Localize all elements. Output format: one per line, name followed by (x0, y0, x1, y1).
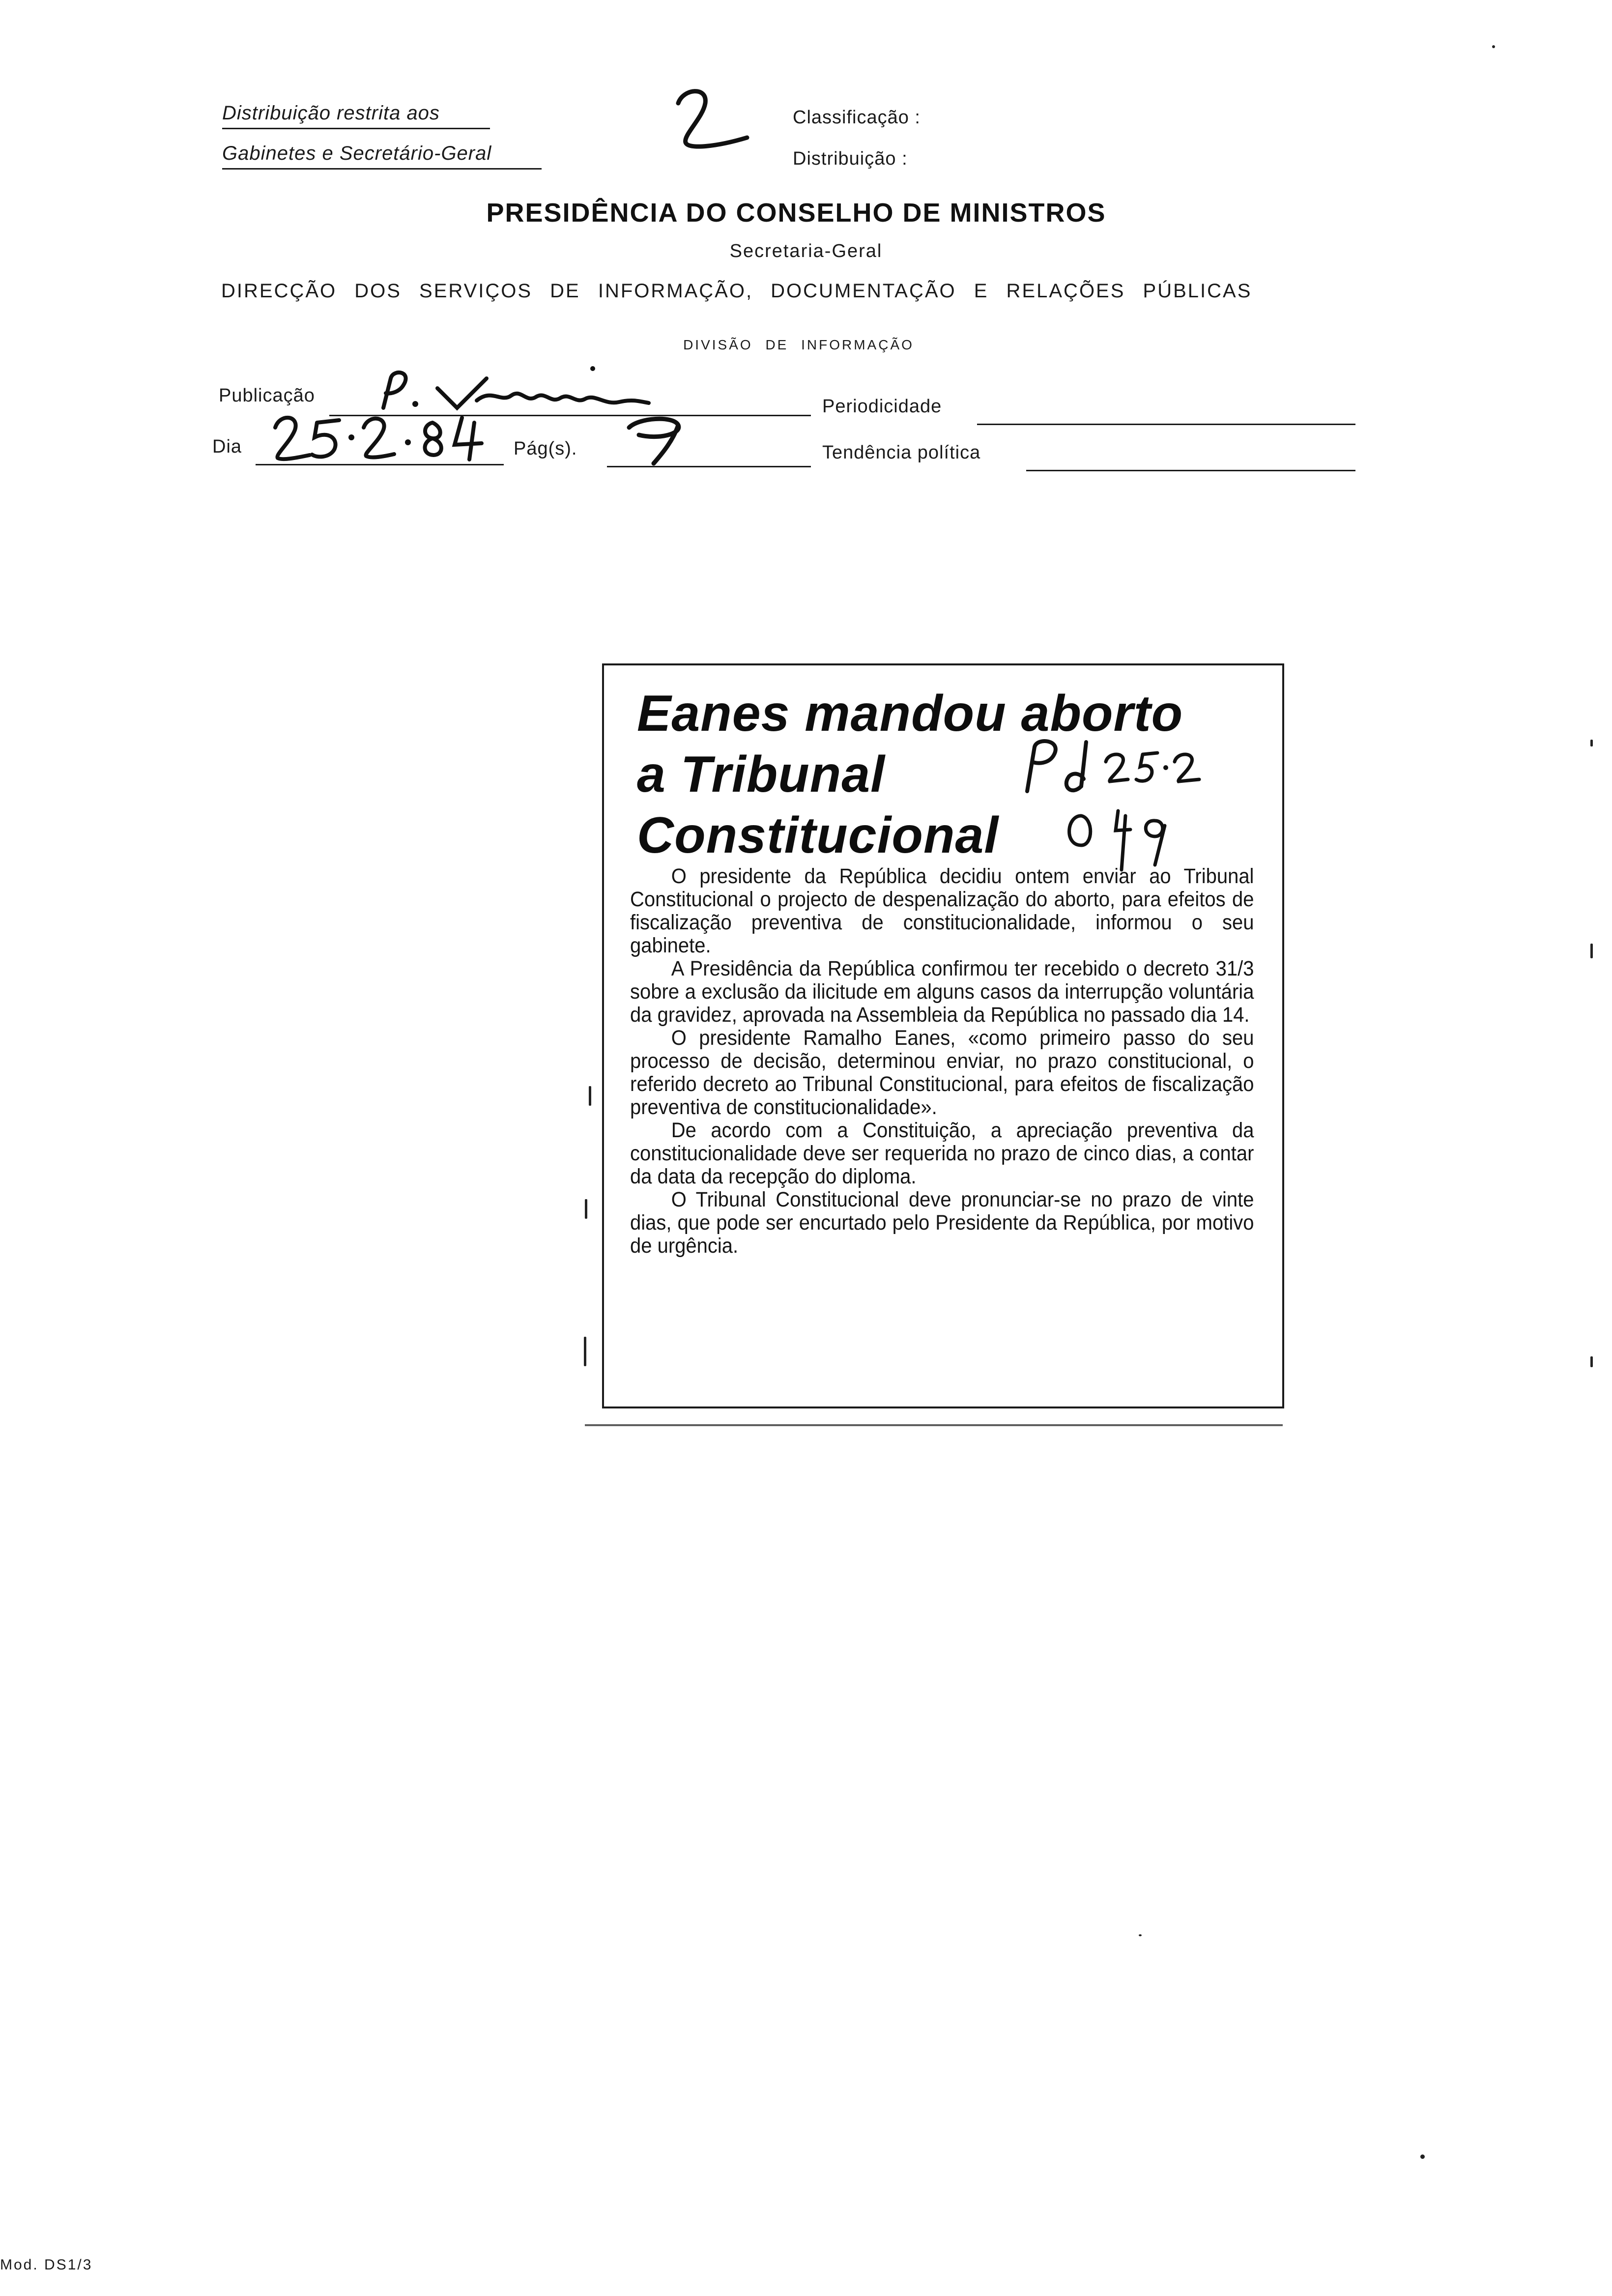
periodicity-line (977, 424, 1355, 425)
handwritten-date (265, 403, 501, 467)
political-tendency-label: Tendência política (822, 442, 981, 463)
classification-label: Classificação : (793, 107, 921, 128)
handwritten-number-2 (668, 84, 757, 162)
form-code: Mod. DS1/3 (0, 2257, 93, 2273)
article-paragraph-5: O Tribunal Constitucional deve pronunciar-se no prazo de vinte dias, que pode ser encurtado pelo Presidente da República, por motivo de urgência. (630, 1188, 1254, 1258)
political-tendency-line (1026, 470, 1355, 471)
restricted-distribution-line2: Gabinetes e Secretário-Geral (222, 143, 492, 164)
headline-line1: Eanes mandou aborto (637, 685, 1183, 742)
institution-title: PRESIDÊNCIA DO CONSELHO DE MINISTROS (486, 198, 1106, 228)
distribution-label: Distribuição : (793, 148, 908, 169)
scan-speck (1492, 45, 1495, 48)
clipping-bottom-edge (585, 1424, 1283, 1426)
article-paragraph-4: De acordo com a Constituição, a apreciação preventiva da constitucionalidade deve ser requerida no prazo de cinco dias, a contar da data da recepção do diploma. (630, 1119, 1254, 1188)
scan-speck (1590, 740, 1593, 746)
scan-speck (585, 1199, 587, 1219)
handwritten-clipping-annotation (1008, 732, 1248, 875)
scan-speck (1590, 944, 1593, 958)
restricted-underline-2 (222, 168, 542, 170)
restricted-distribution-line1: Distribuição restrita aos (222, 102, 440, 124)
article-paragraph-2: A Presidência da República confirmou ter recebido o decreto 31/3 sobre a exclusão da ilicitude em alguns casos da interrupção voluntária da gravidez, aprovada na Assembleia da República no passado dia 14. (630, 957, 1254, 1027)
scan-speck (589, 1086, 591, 1106)
secretariat-title: Secretaria-Geral (729, 241, 883, 261)
article-body (630, 865, 1254, 1258)
article-paragraph-1: O presidente da República decidiu ontem enviar ao Tribunal Constitucional o projecto de despenalização do aborto, para efeitos de fiscalização preventiva de constitucionalidade, informou o seu gabinete. (630, 864, 1254, 957)
headline-line2: a Tribunal (637, 746, 886, 803)
periodicity-label: Periodicidade (822, 396, 942, 417)
headline-line3: Constitucional (637, 807, 999, 864)
restricted-underline-1 (222, 128, 490, 129)
scan-speck (1139, 1934, 1142, 1936)
scan-speck (584, 1337, 586, 1366)
pages-value (629, 432, 630, 433)
handwritten-pages (619, 410, 693, 469)
publication-label: Publicação (219, 385, 315, 406)
day-label: Dia (212, 436, 242, 457)
publication-value (364, 373, 366, 374)
pages-label: Pág(s). (514, 438, 577, 459)
division-title: DIVISÃO DE INFORMAÇÃO (683, 337, 914, 352)
directorate-title: DIRECÇÃO DOS SERVIÇOS DE INFORMAÇÃO, DOCUMENTAÇÃO E RELAÇÕES PÚBLICAS (221, 280, 1252, 302)
scan-speck (1590, 1356, 1593, 1367)
article-paragraph-3: O presidente Ramalho Eanes, «como primeiro passo do seu processo de decisão, determinou enviar, no prazo constitucional, o referido decreto ao Tribunal Constitucional, para efeitos de fiscalização preventiva de constitucionalidade». (630, 1026, 1254, 1119)
scan-speck (1420, 2154, 1425, 2159)
